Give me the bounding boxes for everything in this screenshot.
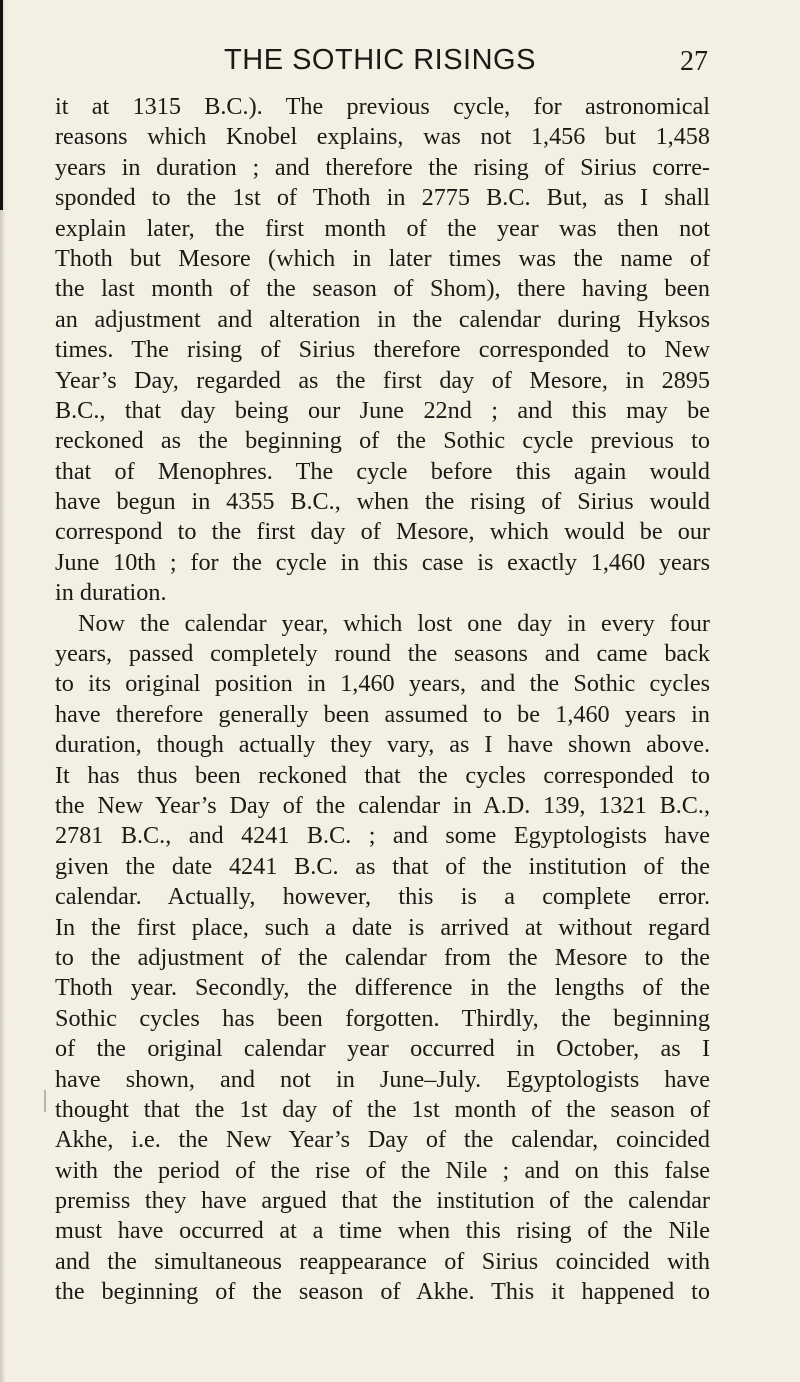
text-line: Sothic cycles has been forgotten. Thirdly, the beginning [55, 1004, 710, 1032]
paper-mark [44, 1090, 46, 1112]
page-header [0, 44, 800, 80]
text-line: given the date 4241 B.C. as that of the institution of the [55, 852, 710, 880]
text-line: the New Year’s Day of the calendar in A.D. 139, 1321 B.C., [55, 791, 710, 819]
text-line: and the simultaneous reappearance of Sirius coincided with [55, 1247, 710, 1275]
text-line: with the period of the rise of the Nile ; and on this false [55, 1156, 710, 1184]
text-line: years in duration ; and therefore the rising of Sirius corre- [55, 153, 710, 181]
text-line: to its original position in 1,460 years, and the Sothic cycles [55, 670, 710, 698]
text-line: duration, though actually they vary, as I have shown above. [55, 731, 710, 759]
text-line: Akhe, i.e. the New Year’s Day of the calendar, coincided [55, 1126, 710, 1154]
text-line: June 10th ; for the cycle in this case is exactly 1,460 years [55, 548, 710, 576]
text-line: reasons which Knobel explains, was not 1,456 but 1,458 [55, 123, 710, 151]
text-line: have shown, and not in June–July. Egyptologists have [55, 1065, 710, 1093]
text-line: to the adjustment of the calendar from the Mesore to the [55, 943, 710, 971]
text-line: In the first place, such a date is arrived at without regard [55, 913, 710, 941]
text-line: have begun in 4355 B.C., when the rising of Sirius would [55, 488, 710, 516]
text-line: times. The rising of Sirius therefore corresponded to New [55, 336, 710, 364]
text-line: Thoth year. Secondly, the difference in the lengths of the [55, 974, 710, 1002]
text-line: Thoth but Mesore (which in later times was the name of [55, 244, 710, 272]
text-line: It has thus been reckoned that the cycles corresponded to [55, 761, 710, 789]
text-line: B.C., that day being our June 22nd ; and this may be [55, 396, 710, 424]
text-line: sponded to the 1st of Thoth in 2775 B.C. But, as I shall [55, 184, 710, 212]
text-line: thought that the 1st day of the 1st month of the season of [55, 1095, 710, 1123]
text-line: the last month of the season of Shom), there having been [55, 275, 710, 303]
text-line: reckoned as the beginning of the Sothic cycle previous to [55, 427, 710, 455]
text-line: calendar. Actually, however, this is a complete error. [55, 883, 710, 911]
body-text [55, 92, 710, 1308]
text-line: must have occurred at a time when this rising of the Nile [55, 1217, 710, 1245]
text-line: that of Menophres. The cycle before this again would [55, 457, 710, 485]
text-line: it at 1315 B.C.). The previous cycle, for astronomical [55, 93, 710, 120]
text-line: correspond to the first day of Mesore, which would be our [55, 518, 710, 546]
text-line: explain later, the first month of the year was then not [55, 214, 710, 242]
running-head: THE SOTHIC RISINGS [224, 44, 536, 76]
text-line: 2781 B.C., and 4241 B.C. ; and some Egyptologists have [55, 822, 710, 850]
page-number: 27 [680, 46, 708, 77]
text-line: an adjustment and alteration in the calendar during Hyksos [55, 305, 710, 333]
text-line: have therefore generally been assumed to be 1,460 years in [55, 700, 710, 728]
page-edge-line [0, 0, 3, 210]
paragraph-start-line: Now the calendar year, which lost one day in every four [78, 609, 710, 637]
text-line: the beginning of the season of Akhe. This it happened to [55, 1278, 710, 1306]
text-line: of the original calendar year occurred in October, as I [55, 1035, 710, 1063]
text-line: Year’s Day, regarded as the first day of Mesore, in 2895 [55, 366, 710, 394]
text-line: years, passed completely round the seasons and came back [55, 640, 710, 668]
text-line: in duration. [55, 579, 167, 607]
text-line: premiss they have argued that the institution of the calendar [55, 1187, 710, 1215]
